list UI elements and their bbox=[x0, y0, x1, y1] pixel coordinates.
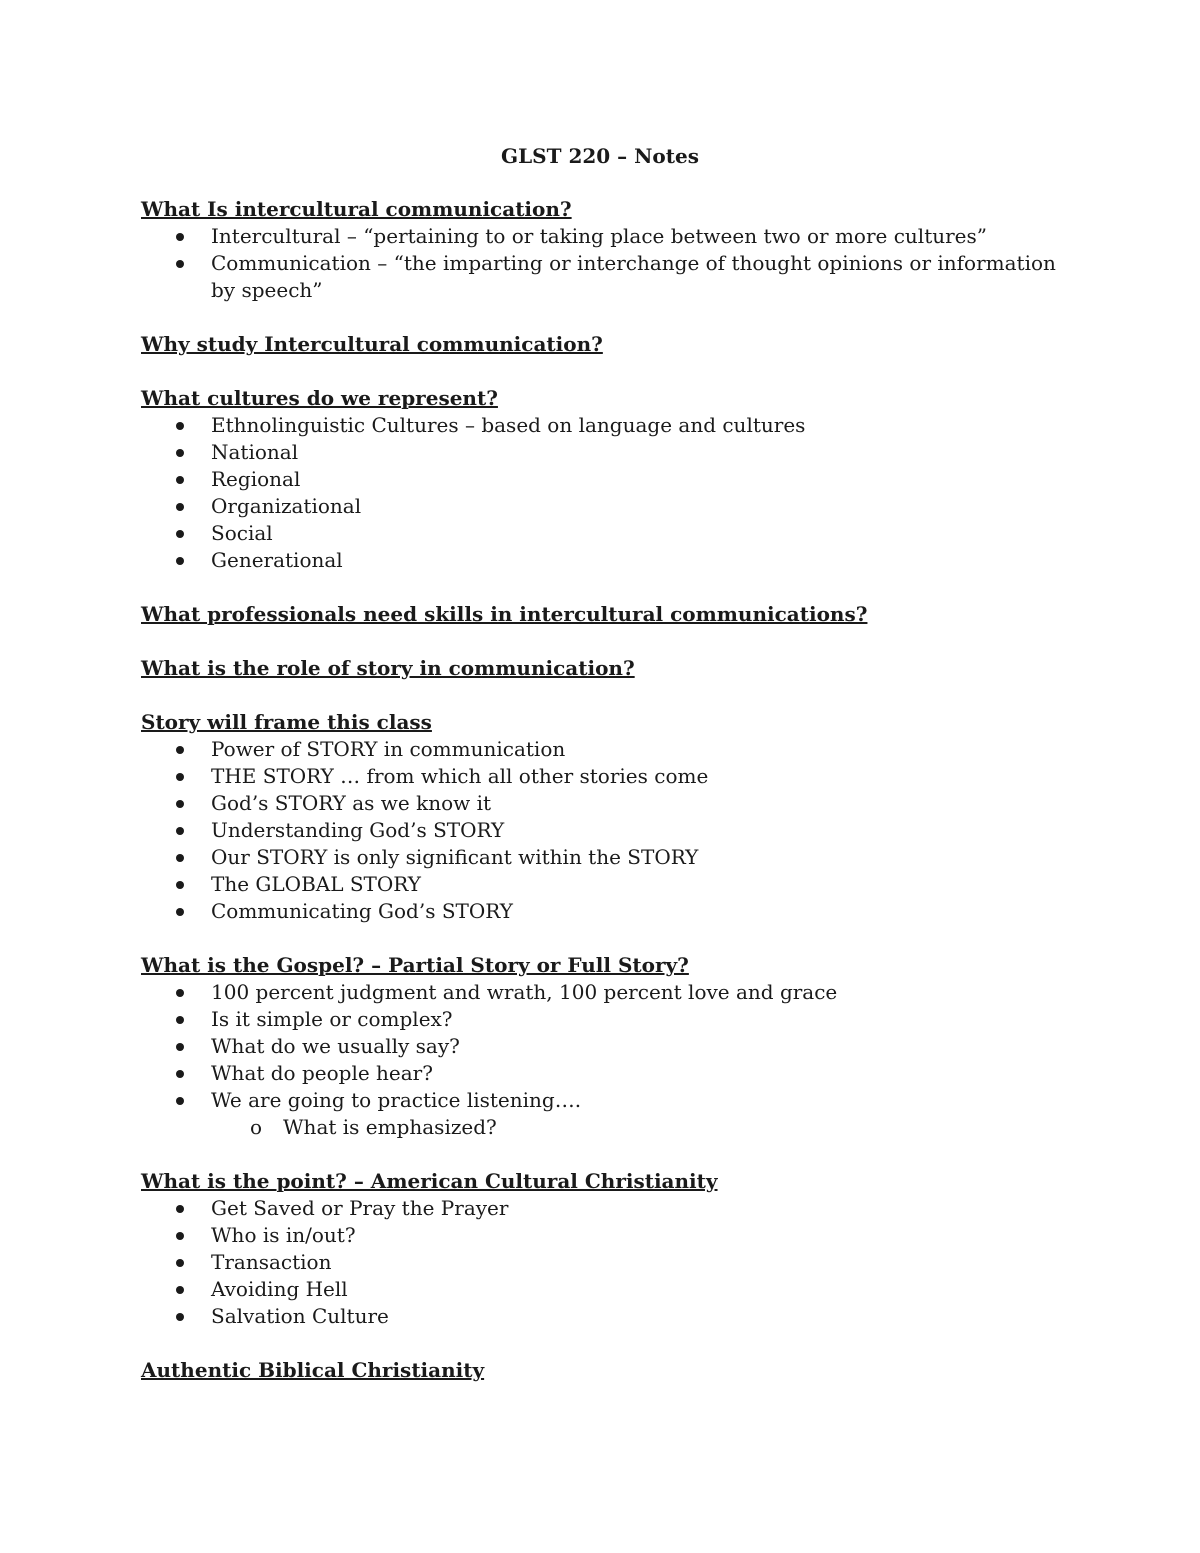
section-story-frame bbox=[141, 709, 1061, 925]
list-item-text: God’s STORY as we know it bbox=[211, 791, 492, 815]
bullet-icon bbox=[176, 476, 184, 484]
list-item bbox=[141, 1249, 1061, 1276]
list-item-text: The GLOBAL STORY bbox=[211, 872, 421, 896]
section-heading: What professionals need skills in intercultural communications? bbox=[141, 602, 868, 626]
list-item-text: What do people hear? bbox=[211, 1061, 433, 1085]
list-item-text: Intercultural – “pertaining to or taking place between two or more cultures” bbox=[211, 224, 987, 248]
bullet-icon bbox=[176, 827, 184, 835]
list-item bbox=[141, 547, 1061, 574]
bullet-icon bbox=[176, 422, 184, 430]
list-item-text: Regional bbox=[211, 467, 301, 491]
bullet-icon bbox=[176, 260, 184, 268]
list-item bbox=[141, 817, 1061, 844]
list-item bbox=[141, 493, 1061, 520]
bullet-icon bbox=[176, 989, 184, 997]
bullet-icon bbox=[176, 773, 184, 781]
list-item-text: Salvation Culture bbox=[211, 1304, 389, 1328]
list-item bbox=[141, 1222, 1061, 1249]
list-item-text: Generational bbox=[211, 548, 343, 572]
bullet-icon bbox=[176, 449, 184, 457]
bullet-icon bbox=[176, 1016, 184, 1024]
list-item bbox=[141, 1033, 1061, 1060]
list-item bbox=[141, 1006, 1061, 1033]
section-heading: What cultures do we represent? bbox=[141, 386, 498, 410]
list-item-text: National bbox=[211, 440, 299, 464]
section-heading: Story will frame this class bbox=[141, 710, 432, 734]
list-item-text: Our STORY is only significant within the STORY bbox=[211, 845, 699, 869]
section-heading: What Is intercultural communication? bbox=[141, 197, 572, 221]
section-heading: Why study Intercultural communication? bbox=[141, 332, 603, 356]
bullet-list bbox=[141, 736, 1061, 925]
document-body bbox=[141, 196, 1061, 1384]
bullet-list bbox=[141, 412, 1061, 574]
list-item-text: Who is in/out? bbox=[211, 1223, 356, 1247]
bullet-icon bbox=[176, 530, 184, 538]
list-item-text: Transaction bbox=[211, 1250, 332, 1274]
list-item bbox=[141, 466, 1061, 493]
list-item-text: Social bbox=[211, 521, 273, 545]
sub-list bbox=[141, 1114, 1061, 1141]
bullet-icon bbox=[176, 1313, 184, 1321]
list-item bbox=[141, 520, 1061, 547]
list-item bbox=[141, 439, 1061, 466]
list-item-text: What do we usually say? bbox=[211, 1034, 460, 1058]
list-item bbox=[141, 844, 1061, 871]
bullet-icon bbox=[176, 1259, 184, 1267]
bullet-icon bbox=[176, 1043, 184, 1051]
sub-list-item-text: What is emphasized? bbox=[283, 1115, 497, 1139]
bullet-icon bbox=[176, 854, 184, 862]
section-why-study bbox=[141, 331, 1061, 358]
bullet-icon bbox=[176, 1286, 184, 1294]
bullet-icon bbox=[176, 557, 184, 565]
bullet-icon bbox=[176, 800, 184, 808]
list-item bbox=[141, 898, 1061, 925]
section-cultures-represented bbox=[141, 385, 1061, 574]
bullet-list bbox=[141, 223, 1061, 304]
section-heading: What is the role of story in communication? bbox=[141, 656, 635, 680]
list-item-text: Ethnolinguistic Cultures – based on language and cultures bbox=[211, 413, 806, 437]
section-role-of-story bbox=[141, 655, 1061, 682]
list-item-text: 100 percent judgment and wrath, 100 percent love and grace bbox=[211, 980, 838, 1004]
section-authentic-biblical-christianity bbox=[141, 1357, 1061, 1384]
bullet-icon bbox=[176, 908, 184, 916]
bullet-icon bbox=[176, 233, 184, 241]
list-item-text: Organizational bbox=[211, 494, 362, 518]
section-heading: What is the Gospel? – Partial Story or Full Story? bbox=[141, 953, 689, 977]
list-item bbox=[141, 763, 1061, 790]
list-item bbox=[141, 1087, 1061, 1114]
section-professionals bbox=[141, 601, 1061, 628]
list-item bbox=[141, 1060, 1061, 1087]
document-title: GLST 220 – Notes bbox=[501, 144, 699, 168]
list-item-text: Power of STORY in communication bbox=[211, 737, 566, 761]
bullet-icon bbox=[176, 881, 184, 889]
list-item bbox=[141, 790, 1061, 817]
list-item-text: Understanding God’s STORY bbox=[211, 818, 505, 842]
sub-list-item bbox=[141, 1114, 1061, 1141]
section-american-cultural-christianity bbox=[141, 1168, 1061, 1330]
bullet-icon bbox=[176, 1232, 184, 1240]
section-gospel bbox=[141, 952, 1061, 1141]
list-item-text: Is it simple or complex? bbox=[211, 1007, 453, 1031]
section-intercultural-communication bbox=[141, 196, 1061, 304]
list-item-text: Communicating God’s STORY bbox=[211, 899, 513, 923]
list-item-text: Get Saved or Pray the Prayer bbox=[211, 1196, 509, 1220]
list-item-text: THE STORY … from which all other stories come bbox=[211, 764, 709, 788]
bullet-icon bbox=[176, 503, 184, 511]
bullet-icon bbox=[176, 1205, 184, 1213]
bullet-icon bbox=[176, 1070, 184, 1078]
section-heading: Authentic Biblical Christianity bbox=[141, 1358, 485, 1382]
bullet-list bbox=[141, 1195, 1061, 1330]
bullet-icon bbox=[176, 746, 184, 754]
ring-bullet-icon: o bbox=[249, 1115, 263, 1139]
list-item-text: Communication – “the imparting or interchange of thought opinions or information by speech” bbox=[211, 251, 1056, 302]
list-item bbox=[141, 736, 1061, 763]
list-item bbox=[141, 223, 1061, 250]
list-item bbox=[141, 412, 1061, 439]
list-item-text: Avoiding Hell bbox=[211, 1277, 348, 1301]
list-item bbox=[141, 250, 1061, 304]
list-item bbox=[141, 871, 1061, 898]
bullet-list bbox=[141, 979, 1061, 1114]
list-item bbox=[141, 1303, 1061, 1330]
list-item bbox=[141, 1276, 1061, 1303]
section-heading: What is the point? – American Cultural Christianity bbox=[141, 1169, 718, 1193]
bullet-icon bbox=[176, 1097, 184, 1105]
list-item-text: We are going to practice listening…. bbox=[211, 1088, 582, 1112]
list-item bbox=[141, 1195, 1061, 1222]
list-item bbox=[141, 979, 1061, 1006]
